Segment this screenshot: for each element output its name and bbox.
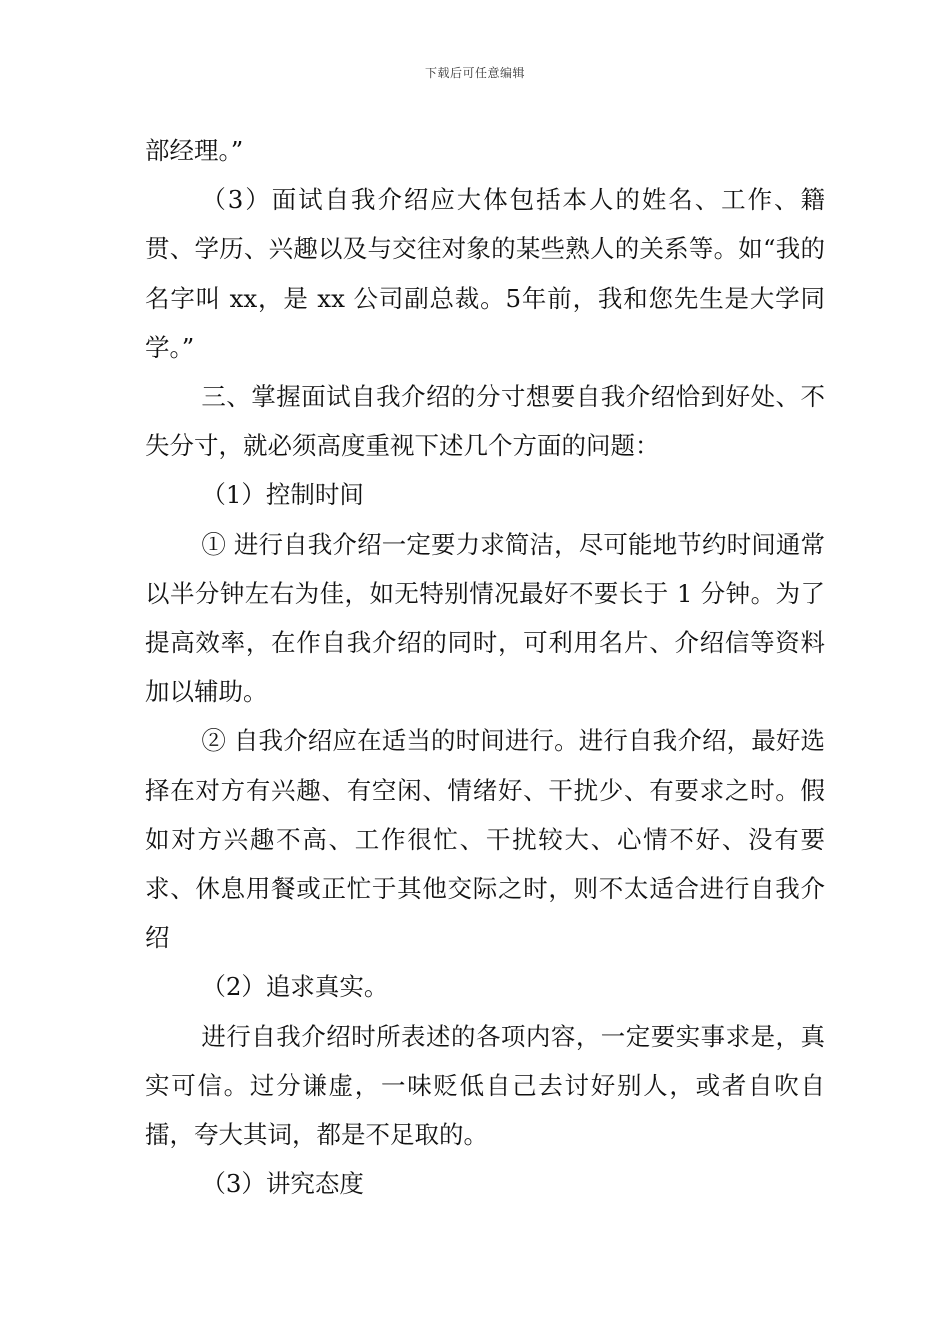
paragraph-section-heading: 三、掌握面试自我介绍的分寸想要自我介绍恰到好处、不失分寸，就必须高度重视下述几个方面的问题： [145, 382, 825, 461]
paragraph-subheading-time: （1）控制时间 [201, 480, 364, 510]
paragraph-point-1: ① 进行自我介绍一定要力求简洁，尽可能地节约时间通常以半分钟左右为佳，如无特别情况最好不要长于 1 分钟。为了提高效率，在作自我介绍的同时，可利用名片、介绍信等资料加以辅助。 [145, 529, 825, 707]
paragraph-truth-content: 进行自我介绍时所表述的各项内容，一定要实事求是，真实可信。过分谦虚，一味贬低自己去讨好别人，或者自吹自擂，夸大其词，都是不足取的。 [145, 1021, 825, 1150]
paragraph-subheading-truth: （2）追求真实。 [201, 972, 389, 1002]
paragraph-subheading-attitude: （3）讲究态度 [201, 1169, 364, 1199]
page-header: 下载后可任意编辑 [424, 66, 525, 80]
paragraph-intro-content: （3）面试自我介绍应大体包括本人的姓名、工作、籍贯、学历、兴趣以及与交往对象的某些熟人的关系等。如“我的名字叫 xx，是 xx 公司副总裁。5年前，我和您先生是大学同学。” [145, 185, 825, 362]
paragraph-point-2: ② 自我介绍应在适当的时间进行。进行自我介绍，最好选择在对方有兴趣、有空闲、情绪好、干扰少、有要求之时。假如对方兴趣不高、工作很忙、干扰较大、心情不好、没有要求、休息用餐或正忙于其他交际之时，则不太适合进行自我介绍 [145, 726, 825, 953]
paragraph-continuation: 部经理。” [145, 136, 244, 165]
document-body [145, 126, 825, 1208]
